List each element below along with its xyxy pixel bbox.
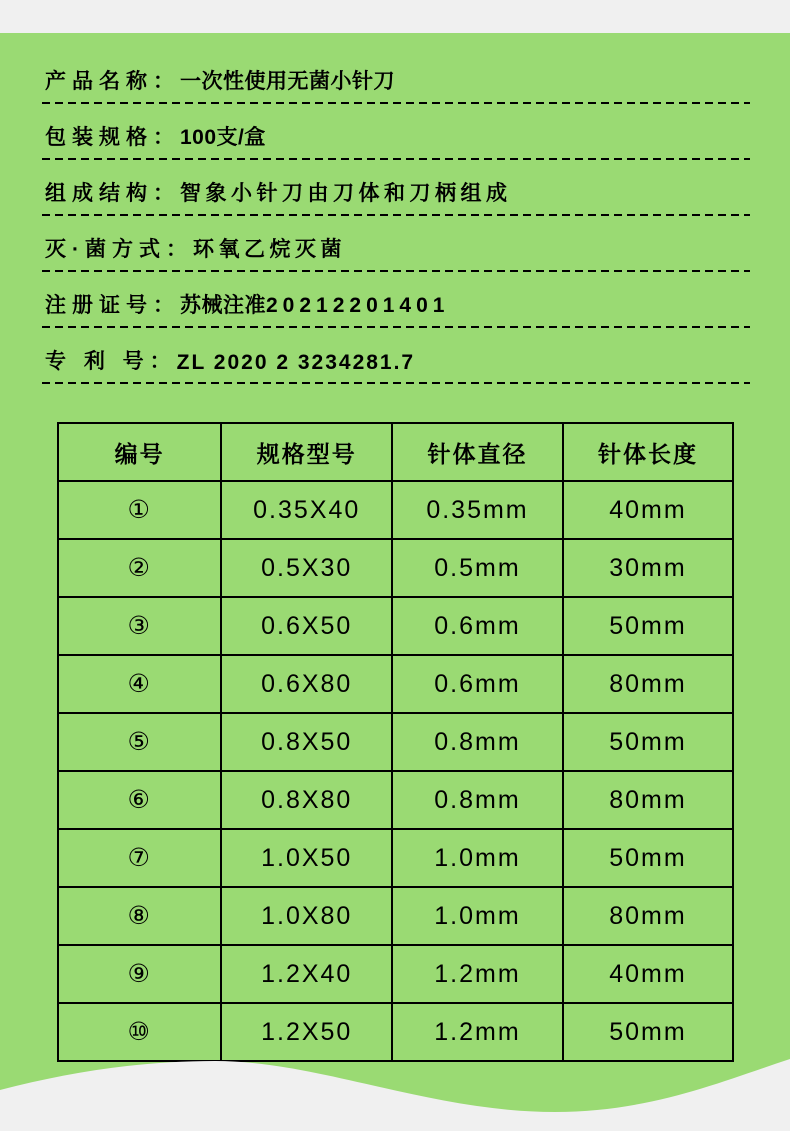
field-row-registration-number: [42, 272, 750, 328]
row-number: ①: [58, 481, 221, 539]
spec-model: 0.35X40: [221, 481, 392, 539]
needle-length: 80mm: [563, 887, 733, 945]
package-spec-value: 100支/盒: [180, 126, 266, 149]
needle-length: 50mm: [563, 713, 733, 771]
row-number: ⑦: [58, 829, 221, 887]
package-spec-label: 包装规格：: [45, 126, 180, 149]
product-name-label: 产品名称：: [45, 70, 180, 93]
row-number: ⑩: [58, 1003, 221, 1061]
row-number: ②: [58, 539, 221, 597]
table-row: [58, 481, 733, 539]
header-spec-model: 规格型号: [221, 423, 392, 481]
table-row: [58, 771, 733, 829]
registration-prefix: 苏械注准: [180, 294, 266, 317]
field-row-product-name: [42, 48, 750, 104]
table-row: [58, 539, 733, 597]
needle-diameter: 0.6mm: [392, 597, 563, 655]
table-row: [58, 655, 733, 713]
patent-number-label: 专 利 号：: [45, 350, 177, 373]
spec-model: 1.2X50: [221, 1003, 392, 1061]
spec-model: 0.5X30: [221, 539, 392, 597]
needle-diameter: 1.0mm: [392, 829, 563, 887]
composition-label: 组成结构：: [45, 182, 180, 205]
registration-digits: 20212201401: [266, 294, 450, 317]
needle-diameter: 0.35mm: [392, 481, 563, 539]
field-row-composition: [42, 160, 750, 216]
needle-diameter: 1.2mm: [392, 945, 563, 1003]
needle-length: 40mm: [563, 481, 733, 539]
table-row: [58, 829, 733, 887]
spec-model: 1.0X50: [221, 829, 392, 887]
needle-length: 50mm: [563, 829, 733, 887]
spec-model: 0.6X80: [221, 655, 392, 713]
needle-length: 80mm: [563, 655, 733, 713]
spec-table: [57, 422, 734, 1062]
table-row: [58, 887, 733, 945]
needle-length: 30mm: [563, 539, 733, 597]
spec-table-header: [58, 423, 733, 481]
header-needle-diameter: 针体直径: [392, 423, 563, 481]
patent-number-value: ZL 2020 2 3234281.7: [176, 351, 416, 374]
spec-model: 1.0X80: [221, 887, 392, 945]
product-name-value: 一次性使用无菌小针刀: [180, 70, 395, 93]
sterilization-value: 环氧乙烷灭菌: [193, 238, 346, 261]
needle-length: 40mm: [563, 945, 733, 1003]
composition-value: 智象小针刀由刀体和刀柄组成: [180, 182, 512, 205]
spec-table-body: [58, 481, 733, 1061]
row-number: ④: [58, 655, 221, 713]
row-number: ⑨: [58, 945, 221, 1003]
header-number: 编号: [58, 423, 221, 481]
needle-diameter: 0.6mm: [392, 655, 563, 713]
registration-number-value: [180, 289, 449, 319]
product-fields: [42, 48, 750, 384]
field-row-package-spec: [42, 104, 750, 160]
row-number: ⑤: [58, 713, 221, 771]
needle-length: 50mm: [563, 1003, 733, 1061]
spec-model: 1.2X40: [221, 945, 392, 1003]
bottom-wave-decoration: [0, 1040, 790, 1131]
table-row: [58, 945, 733, 1003]
field-row-patent-number: [42, 328, 750, 384]
header-row: [58, 423, 733, 481]
field-row-sterilization: [42, 216, 750, 272]
needle-diameter: 1.0mm: [392, 887, 563, 945]
needle-diameter: 0.8mm: [392, 713, 563, 771]
row-number: ⑥: [58, 771, 221, 829]
spec-model: 0.8X80: [221, 771, 392, 829]
needle-diameter: 0.5mm: [392, 539, 563, 597]
header-needle-length: 针体长度: [563, 423, 733, 481]
needle-length: 50mm: [563, 597, 733, 655]
row-number: ③: [58, 597, 221, 655]
spec-model: 0.6X50: [221, 597, 392, 655]
registration-number-label: 注册证号：: [45, 294, 180, 317]
sterilization-label: 灭·菌方式：: [45, 238, 193, 261]
needle-length: 80mm: [563, 771, 733, 829]
top-band: [0, 0, 790, 33]
table-row: [58, 597, 733, 655]
spec-model: 0.8X50: [221, 713, 392, 771]
row-number: ⑧: [58, 887, 221, 945]
needle-diameter: 0.8mm: [392, 771, 563, 829]
needle-diameter: 1.2mm: [392, 1003, 563, 1061]
table-row: [58, 713, 733, 771]
